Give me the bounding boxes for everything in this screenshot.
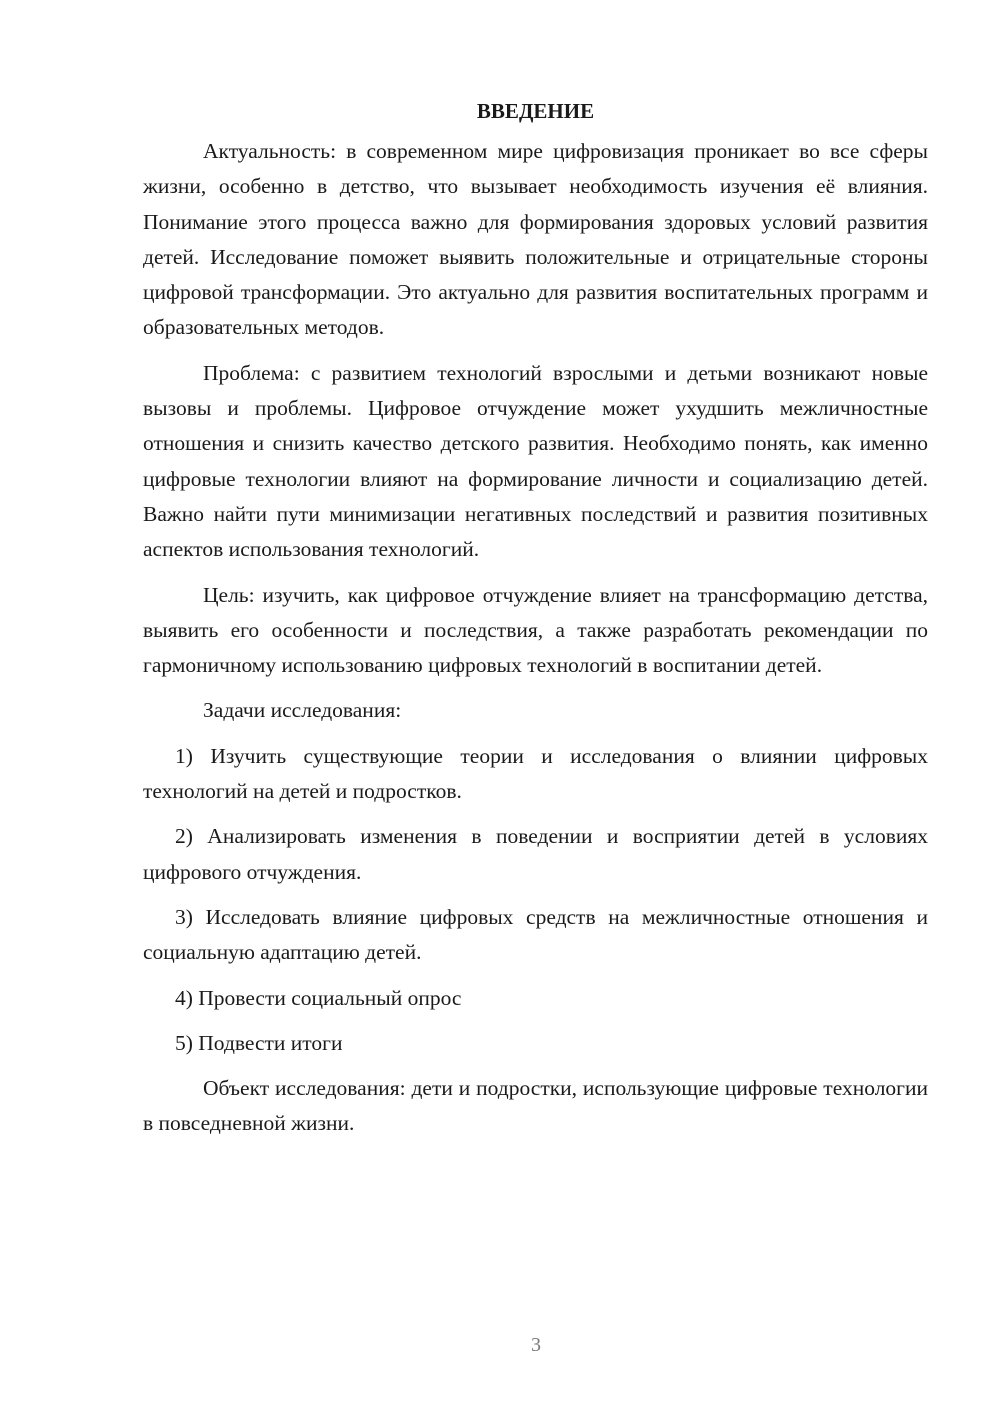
page-number: 3 xyxy=(531,1334,541,1356)
task-item-5: 5) Подвести итоги xyxy=(175,1030,343,1055)
section-title: ВВЕДЕНИЕ xyxy=(476,99,595,123)
paragraph-relevance: Актуальность: в современном мире цифровизация проникает во все сферы жизни, особенно в детство, что вызывает необходимость изучения её влияния. Понимание этого процесса важно для формирования здоровых условий развития детей. Исследование поможет выявить положительные и отрицательные стороны цифровой трансформации. Это актуально для развития воспитательных программ и образовательных методов. xyxy=(143,139,928,340)
task-item-2: 2) Анализировать изменения в поведении и восприятии детей в условиях цифрового отчуждения. xyxy=(143,824,928,884)
paragraph-goal: Цель: изучить, как цифровое отчуждение влияет на трансформацию детства, выявить его особенности и последствия, а также разработать рекомендации по гармоничному использованию цифровых технологий в воспитании детей. xyxy=(143,582,928,678)
task-item-1: 1) Изучить существующие теории и исследования о влиянии цифровых технологий на детей и подростков. xyxy=(143,743,928,804)
paragraph-tasks-heading: Задачи исследования: xyxy=(203,698,402,723)
document-page xyxy=(143,96,928,1152)
task-item-3: 3) Исследовать влияние цифровых средств на межличностные отношения и социальную адаптацию детей. xyxy=(143,904,928,965)
paragraph-object: Объект исследования: дети и подростки, использующие цифровые технологии в повседневной жизни. xyxy=(143,1076,928,1136)
task-item-4: 4) Провести социальный опрос xyxy=(175,985,462,1010)
paragraph-problem: Проблема: с развитием технологий взрослыми и детьми возникают новые вызовы и проблемы. Цифровое отчуждение может ухудшить межличностные отношения и снизить качество детского развития. Необходимо понять, как именно цифровые технологии влияют на формирование личности и социализацию детей. Важно найти пути минимизации негативных последствий и развития позитивных аспектов использования технологий. xyxy=(143,360,928,562)
